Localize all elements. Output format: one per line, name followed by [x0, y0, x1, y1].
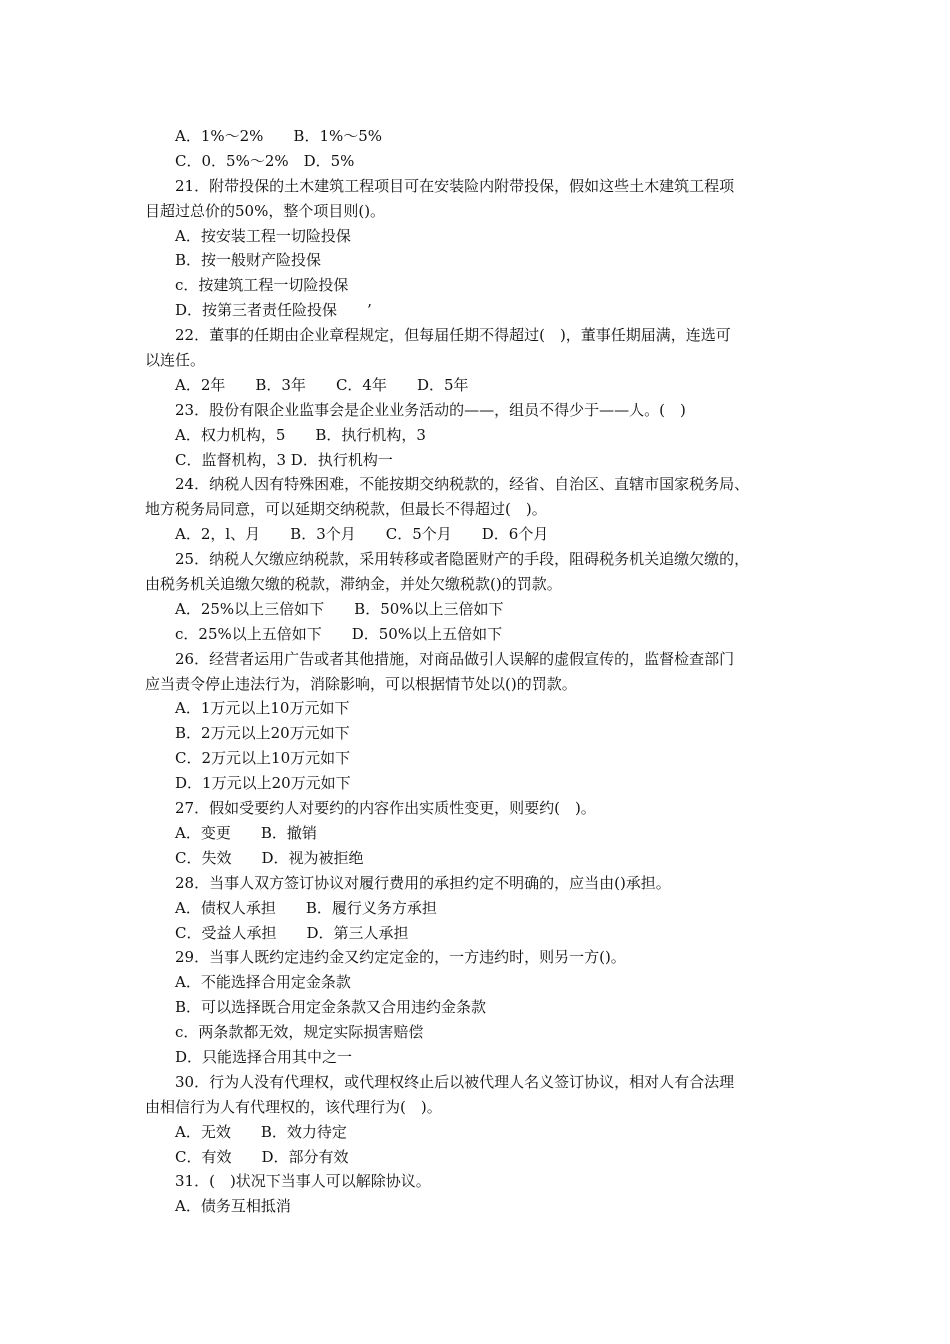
- question-28-text: 28．当事人双方签订协议对履行费用的承担约定不明确的，应当由()承担。: [175, 873, 671, 892]
- option-line: A．债权人承担 B．履行义务方承担: [175, 898, 437, 917]
- option-line: A．债务互相抵消: [175, 1197, 291, 1216]
- option-line: C．有效 D．部分有效: [175, 1147, 349, 1166]
- question-22-continuation: 以连任。: [145, 351, 206, 370]
- question-25-continuation: 由税务机关追缴欠缴的税款，滞纳金，并处欠缴税款()的罚款。: [145, 575, 562, 594]
- question-26-text: 26．经营者运用广告或者其他措施，对商品做引人误解的虚假宣传的，监督检查部门: [175, 649, 735, 668]
- option-line: C．监督机构，3 D．执行机构一: [175, 450, 393, 469]
- question-25-text: 25．纳税人欠缴应纳税款，采用转移或者隐匿财产的手段，阻碍税务机关追缴欠缴的，: [175, 550, 750, 569]
- option-line: A．1万元以上10万元如下: [175, 699, 350, 718]
- question-24-text: 24．纳税人因有特殊困难，不能按期交纳税款的，经省、自治区、直辖市国家税务局、: [175, 475, 750, 494]
- option-line: D．1万元以上20万元如下: [175, 774, 351, 793]
- option-line: A．25%以上三倍如下 B．50%以上三倍如下: [175, 599, 504, 618]
- option-line: C．2万元以上10万元如下: [175, 749, 351, 768]
- option-line: C．失效 D．视为被拒绝: [175, 848, 364, 867]
- option-line: c．按建筑工程一切险投保: [175, 276, 349, 295]
- question-31-text: 31．( )状况下当事人可以解除协议。: [175, 1172, 431, 1191]
- question-22-text: 22．董事的任期由企业章程规定，但每届任期不得超过( )，董事任期届满，连选可: [175, 326, 731, 345]
- option-line: A．无效 B．效力待定: [175, 1122, 347, 1141]
- question-30-text: 30．行为人没有代理权，或代理权终止后以被代理人名义签订协议，相对人有合法理: [175, 1072, 735, 1091]
- option-line: A．权力机构，5 B．执行机构，3: [175, 425, 426, 444]
- option-line: c．两条款都无效，规定实际损害赔偿: [175, 1023, 424, 1042]
- question-30-continuation: 由相信行为人有代理权的，该代理行为( )。: [145, 1097, 442, 1116]
- option-line: A．2，l、月 B．3个月 C．5个月 D．6个月: [175, 525, 549, 544]
- option-line: A．按安装工程一切险投保: [175, 226, 351, 245]
- question-27-text: 27．假如受要约人对要约的内容作出实质性变更，则要约( )。: [175, 799, 596, 818]
- option-line: A．变更 B．撤销: [175, 823, 317, 842]
- option-line: C．受益人承担 D．第三人承担: [175, 923, 409, 942]
- question-29-text: 29．当事人既约定违约金又约定定金的，一方违约时，则另一方()。: [175, 948, 626, 967]
- question-24-continuation: 地方税务局同意，可以延期交纳税款，但最长不得超过( )。: [145, 500, 547, 519]
- option-line: A．2年 B．3年 C．4年 D．5年: [175, 375, 469, 394]
- option-line: B．可以选择既合用定金条款又合用违约金条款: [175, 998, 487, 1017]
- question-21-continuation: 目超过总价的50%，整个项目则()。: [145, 201, 386, 220]
- option-line: D．只能选择合用其中之一: [175, 1047, 353, 1066]
- option-line: A．1%～2% B．1%～5%: [175, 127, 383, 145]
- option-line: D．按第三者责任险投保 ’: [175, 301, 372, 320]
- question-21-text: 21．附带投保的土木建筑工程项目可在安装险内附带投保，假如这些土木建筑工程项: [175, 176, 735, 195]
- option-line: B．按一般财产险投保: [175, 251, 322, 270]
- option-line: A．不能选择合用定金条款: [175, 973, 351, 992]
- question-26-continuation: 应当责令停止违法行为，消除影响，可以根据情节处以()的罚款。: [145, 674, 577, 693]
- option-line: c．25%以上五倍如下 D．50%以上五倍如下: [175, 624, 503, 643]
- question-text-block: [145, 124, 815, 1219]
- option-line: B．2万元以上20万元如下: [175, 724, 350, 743]
- question-23-text: 23．股份有限企业监事会是企业业务活动的——，组员不得少于——人。( ): [175, 400, 686, 419]
- option-line: C．0．5%～2% D．5%: [175, 151, 355, 170]
